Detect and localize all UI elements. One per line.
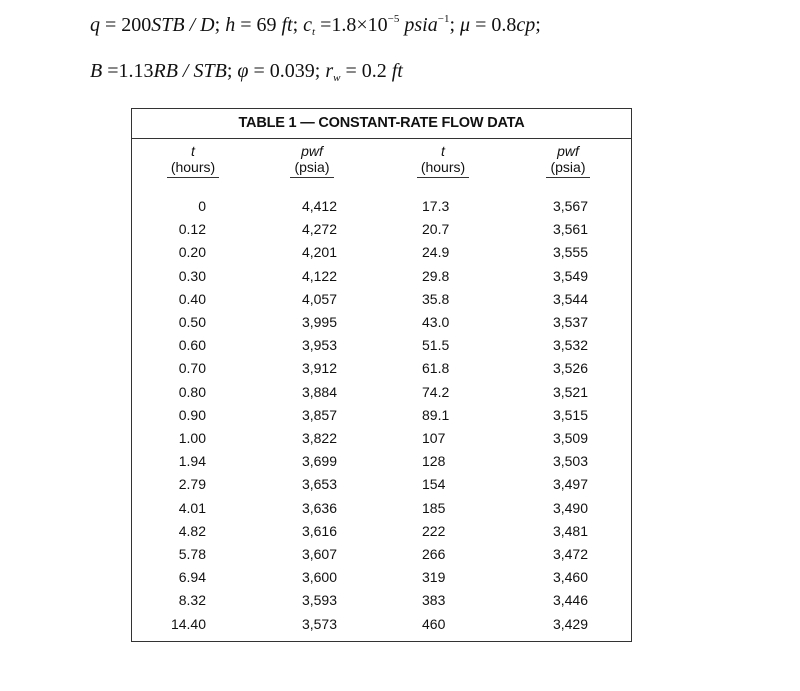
wellbore-radius-subscript: w bbox=[333, 72, 341, 84]
table-cell: 3,481 bbox=[552, 522, 588, 539]
wellbore-radius-unit: ft bbox=[391, 60, 403, 82]
column-symbol: t bbox=[191, 143, 195, 159]
table-row bbox=[132, 545, 631, 563]
table-row bbox=[132, 452, 631, 470]
table-cell: 107 bbox=[422, 430, 446, 446]
table-cell: 3,555 bbox=[552, 244, 588, 261]
table-cell: 4.01 bbox=[178, 499, 206, 516]
table-cell: 3,857 bbox=[301, 406, 337, 423]
table-cell: 3,537 bbox=[552, 314, 588, 330]
table-cell: 1.00 bbox=[178, 430, 206, 446]
column-symbol: t bbox=[441, 143, 445, 159]
table-cell: 61.8 bbox=[422, 360, 450, 377]
table-row bbox=[132, 406, 631, 424]
table-row bbox=[132, 359, 631, 377]
table-cell: 74.2 bbox=[422, 383, 450, 400]
table-cell: 3,446 bbox=[552, 592, 588, 609]
table-cell: 0.30 bbox=[178, 267, 206, 284]
table-cell: 319 bbox=[422, 569, 446, 586]
column-unit: (hours) bbox=[417, 159, 469, 178]
thickness-value: = 69 bbox=[235, 14, 282, 36]
compressibility-unit-exponent: −1 bbox=[437, 13, 450, 25]
table-cell: 266 bbox=[422, 546, 446, 562]
table-cell: 4,122 bbox=[301, 267, 337, 284]
table-cell: 3,561 bbox=[552, 221, 588, 238]
compressibility-symbol: c bbox=[303, 14, 313, 36]
table-cell: 4,201 bbox=[301, 244, 337, 261]
table-row bbox=[132, 568, 631, 586]
compressibility-unit: psia bbox=[399, 14, 438, 36]
table-cell: 0.40 bbox=[178, 290, 206, 307]
table-cell: 17.3 bbox=[422, 198, 450, 214]
table-row bbox=[132, 267, 631, 285]
column-symbol: pwf bbox=[301, 143, 323, 159]
table-cell: 3,503 bbox=[552, 453, 588, 470]
table-cell: 4,272 bbox=[301, 221, 337, 238]
rate-unit: STB / D bbox=[151, 14, 215, 36]
table-cell: 4.82 bbox=[178, 522, 206, 539]
rate-symbol: q bbox=[90, 14, 100, 36]
table-row bbox=[132, 522, 631, 540]
table-row bbox=[132, 220, 631, 238]
column-symbol: pwf bbox=[557, 143, 579, 159]
separator: ; bbox=[226, 60, 238, 82]
given-parameters-line-2 bbox=[90, 60, 403, 84]
table-cell: 3,600 bbox=[301, 569, 337, 586]
table-cell: 3,509 bbox=[552, 430, 588, 446]
column-header bbox=[272, 143, 352, 178]
table-title: TABLE 1 — CONSTANT-RATE FLOW DATA bbox=[132, 109, 631, 139]
table-cell: 4,057 bbox=[301, 290, 337, 307]
porosity-symbol: φ bbox=[237, 60, 249, 82]
porosity-value: = 0.039; bbox=[248, 60, 326, 82]
table-cell: 3,549 bbox=[552, 267, 588, 284]
column-unit: (psia) bbox=[546, 159, 589, 178]
table-cell: 0.70 bbox=[178, 360, 206, 377]
table-cell: 51.5 bbox=[422, 337, 450, 354]
table-cell: 89.1 bbox=[422, 406, 450, 423]
table-cell: 0.20 bbox=[178, 244, 206, 261]
thickness-symbol: h bbox=[225, 14, 236, 36]
table-cell: 0.80 bbox=[178, 383, 206, 400]
table-cell: 0 bbox=[198, 198, 206, 214]
table-row bbox=[132, 591, 631, 609]
table-cell: 222 bbox=[422, 522, 446, 539]
table-cell: 3,497 bbox=[552, 476, 588, 493]
table-cell: 5.78 bbox=[178, 546, 206, 562]
table-cell: 3,699 bbox=[301, 453, 337, 470]
viscosity-value: = 0.8 bbox=[470, 14, 517, 36]
table-cell: 3,995 bbox=[301, 314, 337, 330]
table-cell: 29.8 bbox=[422, 267, 450, 284]
table-cell: 3,429 bbox=[552, 615, 588, 632]
table-cell: 6.94 bbox=[178, 569, 206, 586]
fvf-symbol: B bbox=[90, 60, 103, 82]
table-cell: 3,953 bbox=[301, 337, 337, 354]
table-cell: 20.7 bbox=[422, 221, 450, 238]
table-cell: 2.79 bbox=[178, 476, 206, 493]
table-cell: 3,515 bbox=[552, 406, 588, 423]
wellbore-radius-value: = 0.2 bbox=[340, 60, 392, 82]
rate-value: = 200 bbox=[100, 14, 152, 36]
separator: ; bbox=[292, 14, 304, 36]
viscosity-symbol: μ bbox=[460, 14, 471, 36]
table-cell: 460 bbox=[422, 615, 446, 632]
compressibility-subscript: t bbox=[312, 26, 316, 38]
table-cell: 0.12 bbox=[178, 221, 206, 238]
table-cell: 3,567 bbox=[552, 198, 588, 214]
thickness-unit: ft bbox=[281, 14, 293, 36]
table-cell: 154 bbox=[422, 476, 446, 493]
table-cell: 1.94 bbox=[178, 453, 206, 470]
column-unit: (hours) bbox=[167, 159, 219, 178]
table-cell: 3,472 bbox=[552, 546, 588, 562]
fvf-unit: RB / STB bbox=[153, 60, 227, 82]
table-cell: 3,544 bbox=[552, 290, 588, 307]
table-row bbox=[132, 313, 631, 331]
compressibility-exponent: −5 bbox=[387, 13, 400, 25]
table-row bbox=[132, 243, 631, 261]
column-header bbox=[528, 143, 608, 178]
separator: ; bbox=[535, 14, 541, 36]
table-cell: 35.8 bbox=[422, 290, 450, 307]
table-row bbox=[132, 429, 631, 447]
table-row bbox=[132, 197, 631, 215]
given-parameters-line-1 bbox=[90, 13, 541, 38]
separator: ; bbox=[449, 14, 461, 36]
table-cell: 0.50 bbox=[178, 314, 206, 330]
table-cell: 3,636 bbox=[301, 499, 337, 516]
fvf-value: =1.13 bbox=[102, 60, 154, 82]
table-cell: 0.60 bbox=[178, 337, 206, 354]
table-cell: 3,822 bbox=[301, 430, 337, 446]
table-cell: 24.9 bbox=[422, 244, 450, 261]
column-unit: (psia) bbox=[290, 159, 333, 178]
table-cell: 3,526 bbox=[552, 360, 588, 377]
constant-rate-flow-data-table bbox=[131, 108, 632, 642]
table-cell: 43.0 bbox=[422, 314, 450, 330]
table-cell: 185 bbox=[422, 499, 446, 516]
table-cell: 3,607 bbox=[301, 546, 337, 562]
table-cell: 3,573 bbox=[301, 615, 337, 632]
table-cell: 3,460 bbox=[552, 569, 588, 586]
separator: ; bbox=[214, 14, 226, 36]
table-cell: 3,884 bbox=[301, 383, 337, 400]
table-cell: 3,490 bbox=[552, 499, 588, 516]
table-row bbox=[132, 499, 631, 517]
column-header bbox=[403, 143, 483, 178]
table-row bbox=[132, 383, 631, 401]
table-row bbox=[132, 336, 631, 354]
table-cell: 3,616 bbox=[301, 522, 337, 539]
table-row bbox=[132, 615, 631, 633]
table-cell: 3,912 bbox=[301, 360, 337, 377]
table-cell: 3,593 bbox=[301, 592, 337, 609]
table-cell: 8.32 bbox=[178, 592, 206, 609]
table-cell: 4,412 bbox=[301, 198, 337, 214]
table-cell: 0.90 bbox=[178, 406, 206, 423]
table-cell: 14.40 bbox=[170, 615, 206, 632]
table-cell: 3,532 bbox=[552, 337, 588, 354]
table-cell: 383 bbox=[422, 592, 446, 609]
viscosity-unit: cp bbox=[516, 14, 536, 36]
column-header bbox=[153, 143, 233, 178]
table-row bbox=[132, 290, 631, 308]
table-cell: 128 bbox=[422, 453, 446, 470]
wellbore-radius-symbol: r bbox=[325, 60, 334, 82]
table-row bbox=[132, 475, 631, 493]
table-cell: 3,653 bbox=[301, 476, 337, 493]
compressibility-value: =1.8×10 bbox=[315, 14, 388, 36]
table-cell: 3,521 bbox=[552, 383, 588, 400]
